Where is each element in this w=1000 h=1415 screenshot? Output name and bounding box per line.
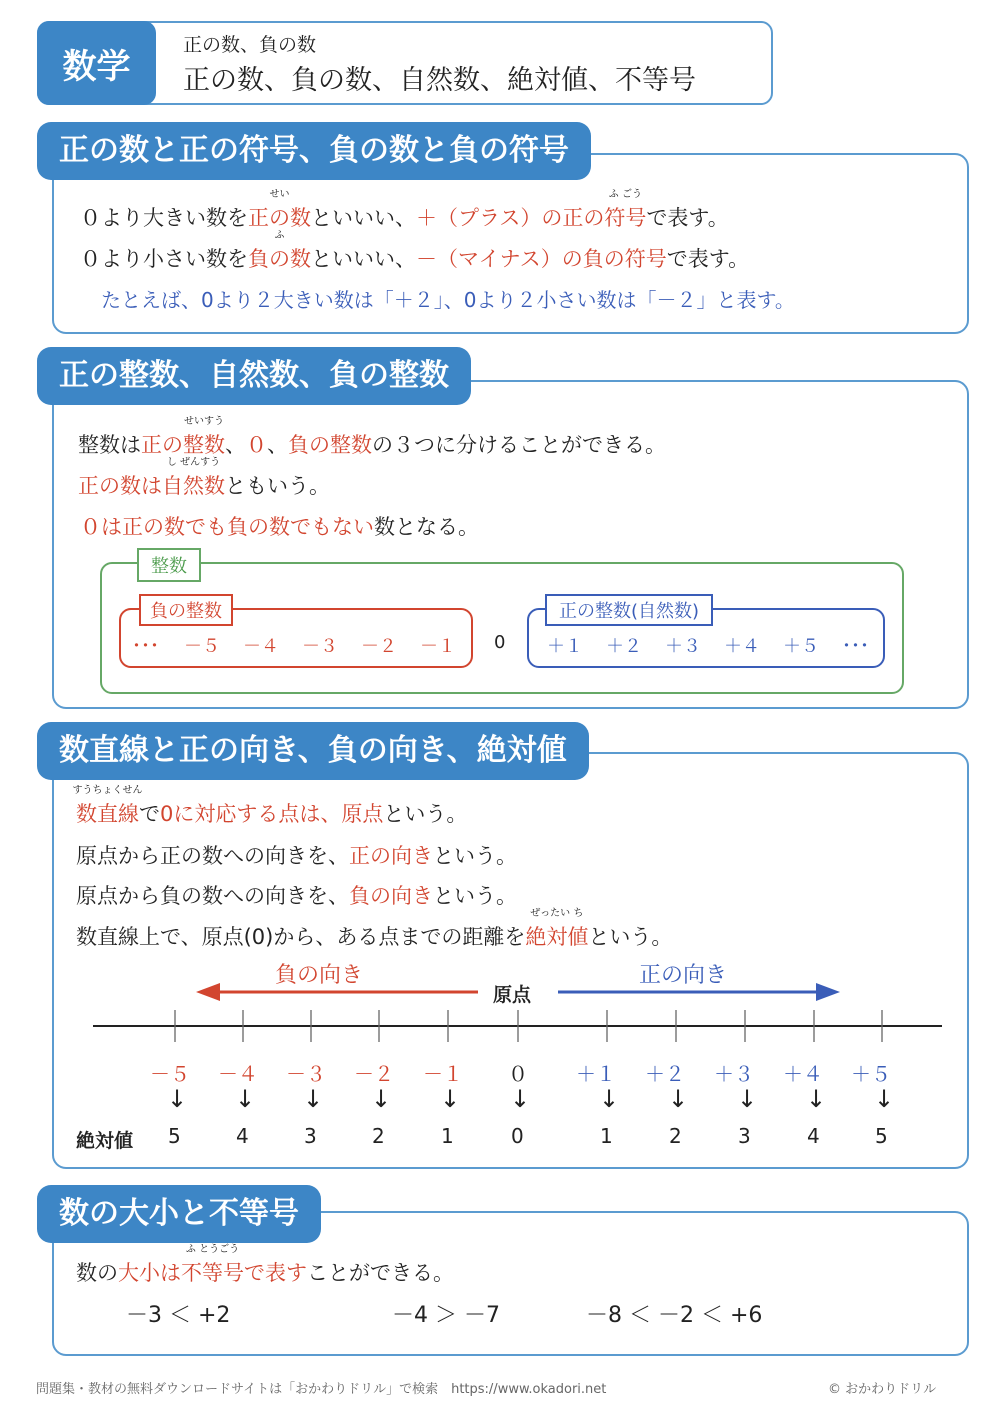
inequality-example-1: －3 ＜ +2	[126, 1303, 231, 1328]
neg-seq-item: －４	[243, 636, 279, 657]
neg-seq-item: －１	[420, 636, 456, 657]
pos-seq-item: ＋２	[606, 636, 642, 657]
section-2-title: 正の整数、自然数、負の整数	[37, 347, 471, 405]
tick-labels: －５ －４ －３ －２ －１ ０ ＋１ ＋２ ＋３ ＋４ ＋５	[150, 1062, 891, 1086]
pos-seq-item: ＋４	[724, 636, 760, 657]
s1-term-positive: せい 正の数	[248, 189, 311, 230]
s1-line-2: ０より小さい数を ふ 負の数といいい、－（マイナス）の負の符号で表す。	[80, 230, 750, 271]
positive-direction-label: 正の向き	[639, 963, 728, 988]
s2-line-2: 正の数は し ぜんすう 自然数ともいう。	[78, 457, 330, 498]
s1-example: たとえば、0より２大きい数は「＋２」、0より２小さい数は「－２」と表す。	[101, 288, 795, 312]
absolute-value-label: 絶対値	[76, 1130, 134, 1152]
neg-seq-item: ･･･	[132, 636, 159, 657]
negative-direction-arrowhead	[196, 983, 220, 1001]
neg-seq-item: －３	[302, 636, 338, 657]
section-3-title: 数直線と正の向き、負の向き、絶対値	[37, 722, 589, 780]
page-title: 正の数、負の数、自然数、絶対値、不等号	[183, 65, 696, 96]
down-arrows: ↓ ↓ ↓ ↓ ↓ ↓ ↓ ↓ ↓ ↓ ↓	[167, 1085, 895, 1113]
pos-seq-item: ＋３	[665, 636, 701, 657]
positive-integers-label: 正の整数(自然数)	[545, 594, 713, 626]
negative-direction-label: 負の向き	[275, 963, 364, 988]
header-subtitle: 正の数、負の数	[183, 34, 317, 56]
footer-copyright: © おかわりドリル	[828, 1382, 937, 1397]
s3-line-2: 原点から正の数への向きを、正の向きという。	[76, 844, 517, 868]
zero-item: 0	[494, 632, 506, 653]
origin-label: 原点	[493, 984, 532, 1006]
s1-line-1: ０より大きい数を せい 正の数といいい、＋（プラス）の正の ふ ごう 符号で表す。	[80, 189, 729, 230]
subject-badge: 数学	[37, 21, 156, 105]
s3-line-4: 数直線上で、原点(0)から、ある点までの距離を ぜったい ち 絶対値という。	[76, 908, 673, 949]
section-4-title: 数の大小と不等号	[37, 1185, 321, 1243]
s2-line-1: 整数は正の せいすう 整数、０、負の整数の３つに分けることができる。	[78, 416, 666, 457]
s4-line-1: 数の大小は ふ とうごう 不等号で表すことができる。	[76, 1244, 454, 1285]
pos-seq-item: ＋５	[783, 636, 819, 657]
footer-note: 問題集・教材の無料ダウンロードサイトは「おかわりドリル」で検索 https://www.okadori.net	[36, 1382, 607, 1397]
neg-seq-item: －５	[184, 636, 220, 657]
inequality-example-3: －8 ＜ －2 ＜ +6	[586, 1303, 763, 1328]
s3-line-3: 原点から負の数への向きを、負の向きという。	[76, 884, 517, 908]
positive-direction-arrowhead	[816, 983, 840, 1001]
s3-line-1: すうちょくせん 数直線で0に対応する点は、原点という。	[72, 785, 468, 826]
neg-seq-item: －２	[361, 636, 397, 657]
negative-integers-label: 負の整数	[139, 594, 233, 626]
s2-line-3: ０は正の数でも負の数でもない数となる。	[80, 515, 479, 539]
inequality-example-2: －4 ＞ －7	[392, 1303, 500, 1328]
section-1-title: 正の数と正の符号、負の数と負の符号	[37, 122, 591, 180]
absolute-values: 5 4 3 2 1 0 1 2 3 4 5	[168, 1124, 888, 1148]
pos-seq-item: ＋１	[547, 636, 583, 657]
integers-label: 整数	[137, 548, 201, 582]
pos-seq-item: ･･･	[842, 636, 869, 657]
